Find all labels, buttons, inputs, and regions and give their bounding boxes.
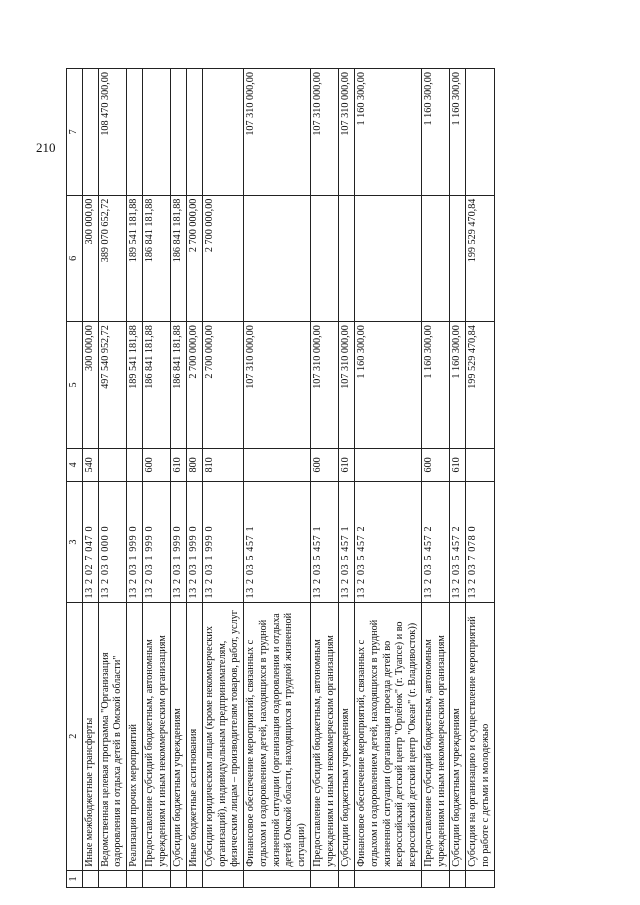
item-name-cell: Финансовое обеспечение мероприятий, связанных с отдыхом и оздоровлением детей, находящихся в трудной жизненной ситуации (организация проезда детей во всероссийский детский центр "Орлёнок" (г. Туапсе) и во всероссийский детский центр "Океан" (г. Владивосток)) xyxy=(355,602,422,870)
column-number: 6 xyxy=(67,195,83,322)
expense-type-cell: 610 xyxy=(450,448,466,481)
table-row xyxy=(202,69,243,888)
target-code-cell: 13 2 03 1 999 0 xyxy=(202,482,243,602)
table-row xyxy=(98,69,127,888)
table-row xyxy=(355,69,422,888)
regional-amount-cell: 300 000,00 xyxy=(82,195,98,322)
item-name-cell: Предоставление субсидий бюджетным, автономным учреждениям и иным некоммерческим организациям xyxy=(421,602,450,870)
row-index-cell xyxy=(98,870,127,887)
expense-type-cell xyxy=(355,448,422,481)
target-code-cell: 13 2 03 5 457 1 xyxy=(310,482,339,602)
total-amount-cell: 2 700 000,00 xyxy=(187,322,203,449)
total-amount-cell: 497 540 952,72 xyxy=(98,322,127,449)
federal-amount-cell: 1 160 300,00 xyxy=(450,69,466,196)
regional-amount-cell: 389 070 652,72 xyxy=(98,195,127,322)
column-number: 4 xyxy=(67,448,83,481)
row-index-cell xyxy=(421,870,450,887)
regional-amount-cell xyxy=(244,195,311,322)
budget-table xyxy=(66,68,495,888)
target-code-cell: 13 2 03 5 457 2 xyxy=(450,482,466,602)
federal-amount-cell: 1 160 300,00 xyxy=(355,69,422,196)
column-number: 7 xyxy=(67,69,83,196)
table-row xyxy=(187,69,203,888)
regional-amount-cell: 186 841 181,88 xyxy=(171,195,187,322)
expense-type-cell: 800 xyxy=(187,448,203,481)
total-amount-cell: 2 700 000,00 xyxy=(202,322,243,449)
federal-amount-cell xyxy=(127,69,143,196)
total-amount-cell: 300 000,00 xyxy=(82,322,98,449)
rotated-table-frame xyxy=(66,68,634,888)
target-code-cell: 13 2 03 5 457 2 xyxy=(355,482,422,602)
column-number: 3 xyxy=(67,482,83,602)
target-code-cell: 13 2 03 7 078 0 xyxy=(466,482,495,602)
expense-type-cell xyxy=(127,448,143,481)
total-amount-cell: 186 841 181,88 xyxy=(142,322,171,449)
table-row xyxy=(421,69,450,888)
regional-amount-cell: 199 529 470,84 xyxy=(466,195,495,322)
table-row xyxy=(310,69,339,888)
item-name-cell: Субсидия на организацию и осуществление мероприятий по работе с детьми и молодежью xyxy=(466,602,495,870)
expense-type-cell: 610 xyxy=(339,448,355,481)
total-amount-cell: 199 529 470,84 xyxy=(466,322,495,449)
row-index-cell xyxy=(310,870,339,887)
expense-type-cell xyxy=(466,448,495,481)
row-index-cell xyxy=(355,870,422,887)
expense-type-cell: 540 xyxy=(82,448,98,481)
regional-amount-cell xyxy=(421,195,450,322)
row-index-cell xyxy=(244,870,311,887)
target-code-cell: 13 2 03 1 999 0 xyxy=(127,482,143,602)
expense-type-cell: 810 xyxy=(202,448,243,481)
total-amount-cell: 189 541 181,88 xyxy=(127,322,143,449)
total-amount-cell: 186 841 181,88 xyxy=(171,322,187,449)
federal-amount-cell: 108 470 300,00 xyxy=(98,69,127,196)
federal-amount-cell xyxy=(466,69,495,196)
table-row xyxy=(142,69,171,888)
expense-type-cell: 610 xyxy=(171,448,187,481)
item-name-cell: Субсидии бюджетным учреждениям xyxy=(171,602,187,870)
item-name-cell: Ведомственная целевая программа "Организация оздоровления и отдыха детей в Омской области" xyxy=(98,602,127,870)
column-number: 5 xyxy=(67,322,83,449)
item-name-cell: Субсидии бюджетным учреждениям xyxy=(450,602,466,870)
expense-type-cell: 600 xyxy=(142,448,171,481)
item-name-cell: Субсидии юридическим лицам (кроме некоммерческих организаций), индивидуальным предпринимателям, физическим лицам – производителям товаров, работ, услуг xyxy=(202,602,243,870)
page-number: 210 xyxy=(36,140,56,155)
target-code-cell: 13 2 03 1 999 0 xyxy=(187,482,203,602)
regional-amount-cell xyxy=(355,195,422,322)
item-name-cell: Финансовое обеспечение мероприятий, связанных с отдыхом и оздоровлением детей, находящихся в трудной жизненной ситуации (организация оздоровления и отдыха детей Омской области, находящихся в трудной жизненной ситуации) xyxy=(244,602,311,870)
federal-amount-cell xyxy=(187,69,203,196)
target-code-cell: 13 2 02 7 047 0 xyxy=(82,482,98,602)
total-amount-cell: 107 310 000,00 xyxy=(339,322,355,449)
row-index-cell xyxy=(202,870,243,887)
row-index-cell xyxy=(82,870,98,887)
table-row xyxy=(82,69,98,888)
table-row xyxy=(466,69,495,888)
target-code-cell: 13 2 03 0 000 0 xyxy=(98,482,127,602)
regional-amount-cell: 2 700 000,00 xyxy=(187,195,203,322)
total-amount-cell: 107 310 000,00 xyxy=(244,322,311,449)
budget-table-sheet xyxy=(66,68,634,888)
total-amount-cell: 1 160 300,00 xyxy=(450,322,466,449)
item-name-cell: Иные межбюджетные трансферты xyxy=(82,602,98,870)
federal-amount-cell xyxy=(202,69,243,196)
row-index-cell xyxy=(127,870,143,887)
federal-amount-cell xyxy=(142,69,171,196)
item-name-cell: Субсидии бюджетным учреждениям xyxy=(339,602,355,870)
row-index-cell xyxy=(142,870,171,887)
table-row xyxy=(339,69,355,888)
target-code-cell: 13 2 03 5 457 1 xyxy=(244,482,311,602)
item-name-cell: Иные бюджетные ассигнования xyxy=(187,602,203,870)
regional-amount-cell: 2 700 000,00 xyxy=(202,195,243,322)
total-amount-cell: 107 310 000,00 xyxy=(310,322,339,449)
row-index-cell xyxy=(466,870,495,887)
federal-amount-cell xyxy=(171,69,187,196)
row-index-cell xyxy=(339,870,355,887)
row-index-cell xyxy=(450,870,466,887)
expense-type-cell: 600 xyxy=(310,448,339,481)
target-code-cell: 13 2 03 1 999 0 xyxy=(142,482,171,602)
federal-amount-cell: 1 160 300,00 xyxy=(421,69,450,196)
item-name-cell: Предоставление субсидий бюджетным, автономным учреждениям и иным некоммерческим организациям xyxy=(142,602,171,870)
table-row xyxy=(171,69,187,888)
table-row xyxy=(127,69,143,888)
federal-amount-cell xyxy=(82,69,98,196)
table-row xyxy=(244,69,311,888)
column-number-row xyxy=(67,69,83,888)
regional-amount-cell xyxy=(310,195,339,322)
column-number: 2 xyxy=(67,602,83,870)
target-code-cell: 13 2 03 5 457 2 xyxy=(421,482,450,602)
column-number: 1 xyxy=(67,870,83,887)
expense-type-cell xyxy=(98,448,127,481)
regional-amount-cell xyxy=(339,195,355,322)
regional-amount-cell: 189 541 181,88 xyxy=(127,195,143,322)
target-code-cell: 13 2 03 1 999 0 xyxy=(171,482,187,602)
target-code-cell: 13 2 03 5 457 1 xyxy=(339,482,355,602)
expense-type-cell xyxy=(244,448,311,481)
regional-amount-cell xyxy=(450,195,466,322)
row-index-cell xyxy=(171,870,187,887)
item-name-cell: Предоставление субсидий бюджетным, автономным учреждениям и иным некоммерческим организациям xyxy=(310,602,339,870)
expense-type-cell: 600 xyxy=(421,448,450,481)
row-index-cell xyxy=(187,870,203,887)
regional-amount-cell: 186 841 181,88 xyxy=(142,195,171,322)
federal-amount-cell: 107 310 000,00 xyxy=(244,69,311,196)
table-row xyxy=(450,69,466,888)
federal-amount-cell: 107 310 000,00 xyxy=(310,69,339,196)
total-amount-cell: 1 160 300,00 xyxy=(355,322,422,449)
federal-amount-cell: 107 310 000,00 xyxy=(339,69,355,196)
item-name-cell: Реализация прочих мероприятий xyxy=(127,602,143,870)
total-amount-cell: 1 160 300,00 xyxy=(421,322,450,449)
